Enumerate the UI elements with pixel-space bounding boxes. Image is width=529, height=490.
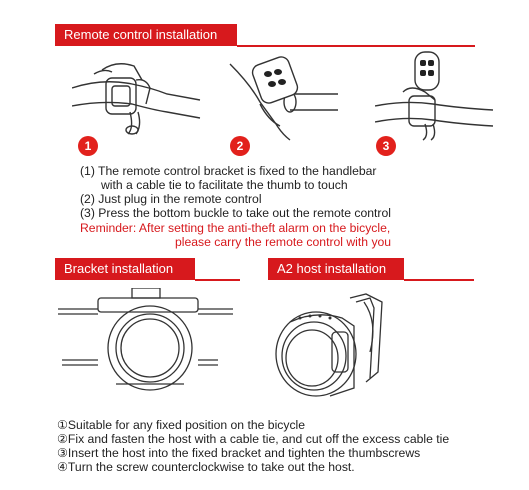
- step-2-badge: [230, 136, 250, 156]
- remote-section-rule: [237, 45, 475, 47]
- remote-instruction-1-cont: with a cable tie to facilitate the thumb to touch: [101, 178, 348, 192]
- bracket-section-banner: [55, 258, 195, 280]
- remote-section-title: Remote control installation: [64, 27, 218, 42]
- step-3-label: 3: [382, 139, 390, 153]
- host-section-rule: [404, 279, 474, 281]
- note-4: ④Turn the screw counterclockwise to take out the host.: [57, 460, 355, 474]
- remote-instruction-2: (2) Just plug in the remote control: [80, 192, 262, 206]
- reminder-line-2: please carry the remote control with you: [175, 235, 392, 249]
- remote-removed-icon: [375, 48, 495, 142]
- step-3-badge: [376, 136, 396, 156]
- remote-plugged-in-icon: [220, 54, 340, 142]
- bracket-section-title: Bracket installation: [64, 261, 174, 276]
- bracket-section-rule: [195, 279, 240, 281]
- step-1-label: 1: [84, 139, 92, 153]
- reminder-line-1: Reminder: After setting the anti-theft alarm on the bicycle,: [80, 221, 391, 235]
- step-2-label: 2: [236, 139, 244, 153]
- note-2: ②Fix and fasten the host with a cable tie, and cut off the excess cable tie: [57, 432, 450, 446]
- remote-instruction-1: (1) The remote control bracket is fixed to the handlebar: [80, 164, 377, 178]
- host-section-title: A2 host installation: [277, 261, 387, 276]
- note-1: ①Suitable for any fixed position on the bicycle: [57, 418, 306, 432]
- bracket-drawing-icon: [58, 288, 233, 396]
- remote-instruction-3: (3) Press the bottom buckle to take out the remote control: [80, 206, 391, 220]
- hand-with-remote-bracket-icon: [72, 60, 202, 138]
- host-section-banner: [268, 258, 404, 280]
- step-1-badge: [78, 136, 98, 156]
- note-3: ③Insert the host into the fixed bracket and tighten the thumbscrews: [57, 446, 421, 460]
- remote-section-banner: [55, 24, 237, 46]
- host-drawing-icon: [270, 292, 400, 402]
